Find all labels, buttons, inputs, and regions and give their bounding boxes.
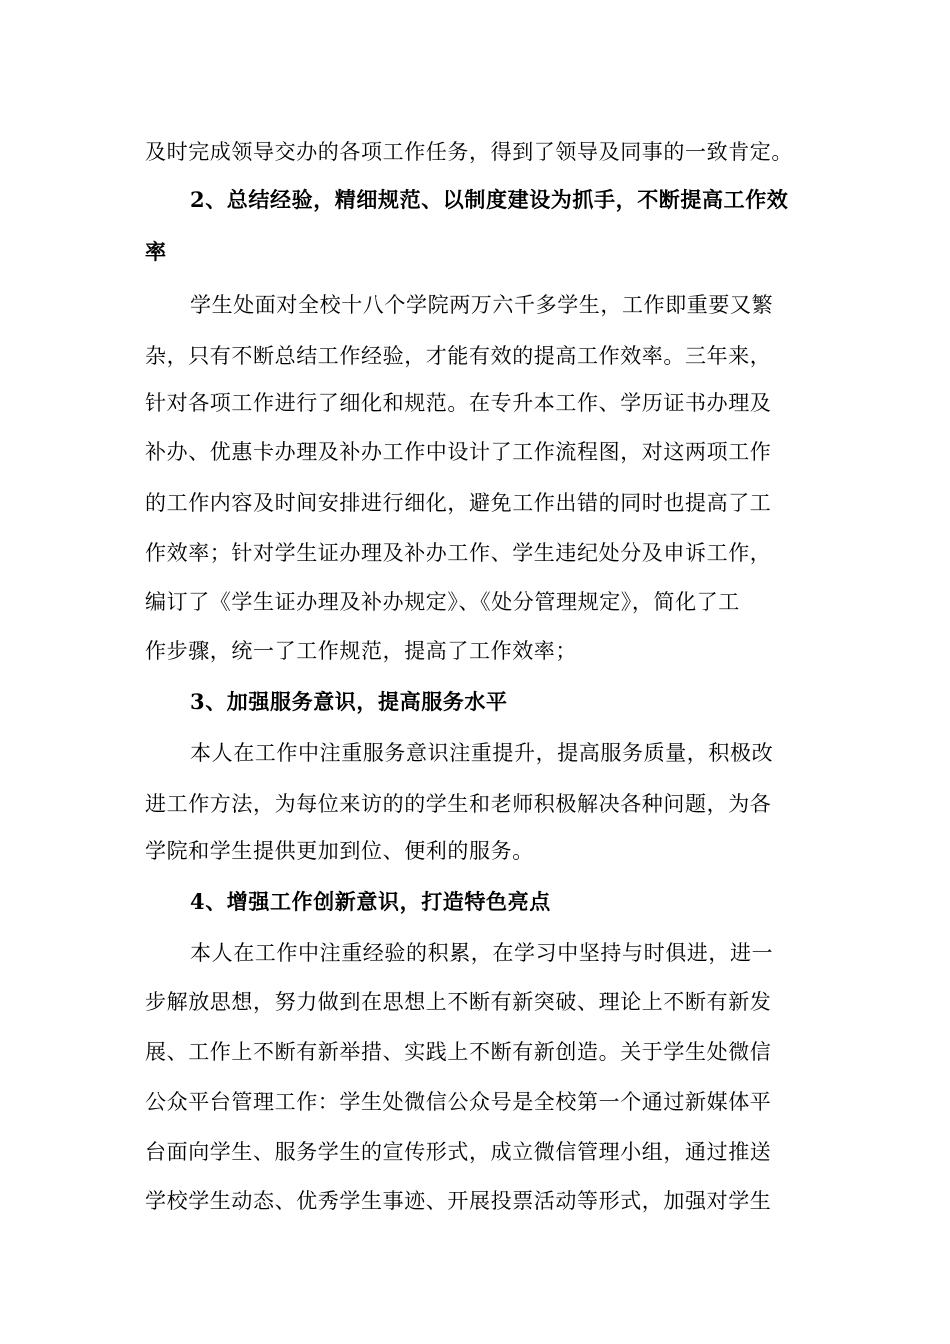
paragraph-line: 学校学生动态、优秀学生事迹、开展投票活动等形式，加强对学生	[145, 1189, 772, 1213]
section-heading-4: 4、增强工作创新意识，打造特色亮点	[190, 889, 551, 914]
paragraph-line: 公众平台管理工作：学生处微信公众号是全校第一个通过新媒体平	[145, 1090, 772, 1114]
paragraph-line: 补办、优惠卡办理及补办工作中设计了工作流程图，对这两项工作	[145, 440, 772, 464]
paragraph-line: 针对各项工作进行了细化和规范。在专升本工作、学历证书办理及	[145, 391, 772, 415]
paragraph-line: 作效率；针对学生证办理及补办工作、学生违纪处分及申诉工作，	[145, 541, 772, 565]
paragraph-line: 学院和学生提供更加到位、便利的服务。	[145, 839, 534, 863]
paragraph-line: 步解放思想，努力做到在思想上不断有新突破、理论上不断有新发	[145, 990, 772, 1014]
paragraph-line: 杂，只有不断总结工作经验，才能有效的提高工作效率。三年来，	[145, 344, 772, 368]
paragraph-line: 编订了《学生证办理及补办规定》、《处分管理规定》，简化了工	[145, 590, 740, 614]
section-heading-3: 3、加强服务意识，提高服务水平	[190, 689, 508, 714]
paragraph-line: 作步骤，统一了工作规范，提高了工作效率；	[145, 639, 577, 663]
paragraph-line: 本人在工作中注重服务意识注重提升，提高服务质量，积极改	[190, 741, 774, 765]
paragraph-line: 展、工作上不断有新举措、实践上不断有新创造。关于学生处微信	[145, 1040, 772, 1064]
paragraph-line: 的工作内容及时间安排进行细化，避免工作出错的同时也提高了工	[145, 491, 772, 515]
section-heading-2-continued: 率	[145, 239, 167, 264]
paragraph-line: 本人在工作中注重经验的积累，在学习中坚持与时俱进，进一	[190, 941, 774, 965]
paragraph-line: 学生处面对全校十八个学院两万六千多学生，工作即重要又繁	[190, 293, 774, 317]
paragraph-line: 进工作方法，为每位来访的的学生和老师积极解决各种问题，为各	[145, 792, 772, 816]
section-heading-2: 2、总结经验，精细规范、以制度建设为抓手，不断提高工作效	[190, 187, 789, 212]
paragraph-line: 台面向学生、服务学生的宣传形式，成立微信管理小组，通过推送	[145, 1140, 772, 1164]
text-line: 及时完成领导交办的各项工作任务，得到了领导及同事的一致肯定。	[145, 140, 793, 164]
